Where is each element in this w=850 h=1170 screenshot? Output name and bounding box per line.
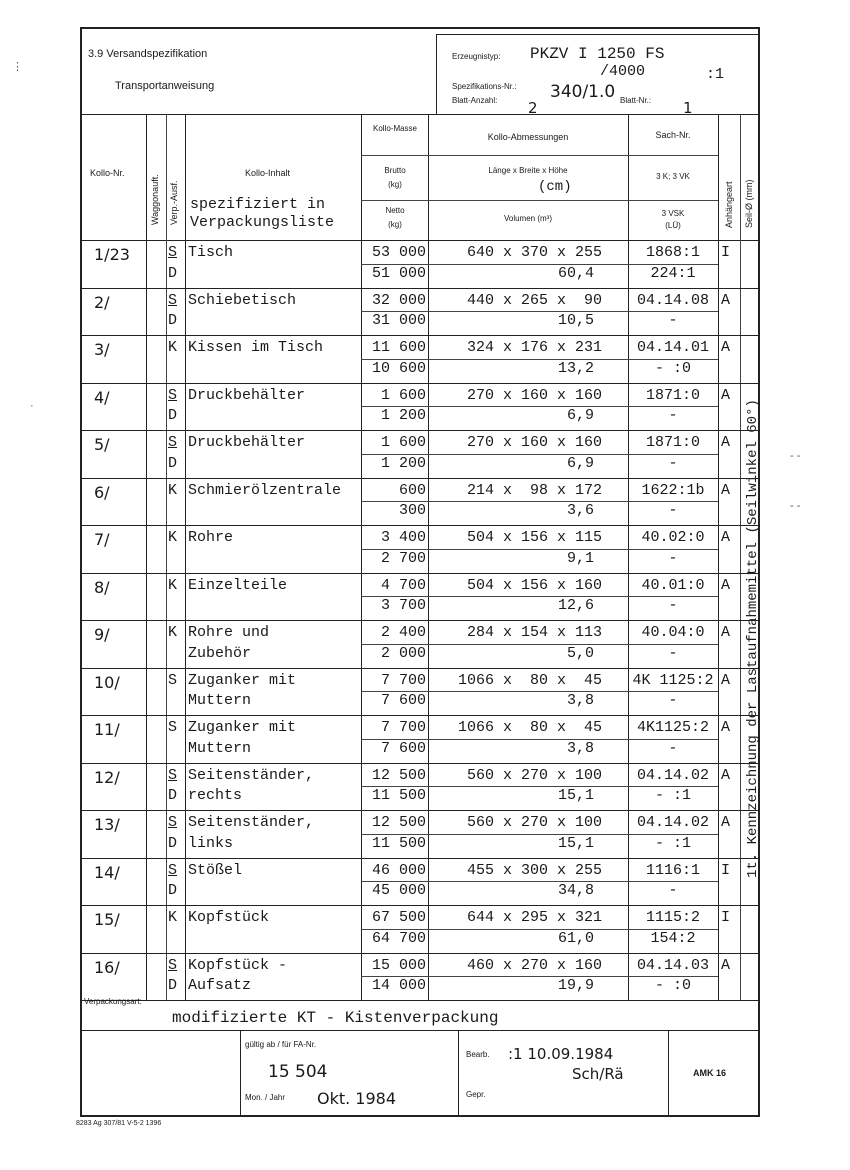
kollo-nr: 14/: [94, 862, 120, 882]
volumen: 34,8: [557, 882, 594, 900]
brutto: 12 500: [371, 814, 426, 831]
col-sach-3k: 3 K; 3 VK: [656, 172, 690, 181]
sach-nr: 40.02:0: [641, 529, 705, 546]
spec-label: Spezifikations-Nr.:: [452, 82, 517, 91]
verp-ausf: S: [168, 291, 178, 309]
col-line-8: [740, 114, 741, 1000]
kollo-inhalt: Schmierölzentrale: [188, 481, 342, 499]
lbh: 284 x 154 x 113: [466, 624, 602, 641]
verp-ausf: S: [168, 386, 178, 404]
lbh: 640 x 370 x 255: [466, 244, 602, 261]
header-sub-line-1: [361, 155, 718, 156]
row-line: [80, 383, 760, 384]
kollo-nr: 4/: [94, 387, 110, 407]
lbh: 270 x 160 x 160: [466, 434, 602, 451]
inhalt-note-2: Verpackungsliste: [190, 214, 335, 231]
sach-nr: 04.14.01: [636, 339, 709, 356]
kollo-inhalt-2: rechts: [188, 787, 243, 805]
row-line: [80, 478, 760, 479]
sach-nr: 1868:1: [645, 244, 700, 261]
subtitle: Transportanweisung: [115, 80, 215, 92]
sach-nr-2: 224:1: [650, 264, 696, 282]
kollo-inhalt-2: Muttern: [188, 739, 252, 757]
bearb-label: Bearb.: [466, 1050, 490, 1059]
footer-top-line: [80, 1000, 760, 1001]
col-kollo-inhalt: Kollo-Inhalt: [245, 168, 291, 178]
sach-nr: 04.14.08: [636, 291, 709, 309]
verp-ausf: D: [168, 787, 178, 805]
kollo-inhalt: Druckbehälter: [188, 386, 306, 404]
inhalt-note-1: spezifiziert in: [190, 196, 326, 213]
scan-artifact: - -: [790, 450, 801, 462]
kollo-inhalt: Rohre: [188, 529, 234, 546]
sach-nr: 4K1125:2: [636, 719, 709, 736]
lbh: 504 x 156 x 160: [466, 576, 602, 594]
kollo-inhalt: Schiebetisch: [188, 291, 297, 309]
sach-nr-2: - :1: [654, 834, 691, 852]
volumen: 61,0: [557, 929, 594, 947]
row-line: [80, 858, 760, 859]
sheet-value: 1: [683, 99, 693, 117]
verp-ausf: S: [168, 671, 178, 689]
brutto: 12 500: [371, 766, 426, 784]
scan-artifact: ·: [30, 400, 34, 412]
sach-nr-2: -: [668, 692, 678, 710]
row-line: [80, 810, 760, 811]
brutto: 11 600: [371, 339, 426, 356]
kollo-nr: 8/: [94, 577, 110, 597]
verpackungsart-value: modifizierte KT - Kistenverpackung: [172, 1009, 499, 1027]
sach-nr-2: -: [668, 549, 678, 567]
row-line: [80, 715, 760, 716]
col-line-7: [718, 114, 719, 1000]
netto: 7 600: [380, 739, 426, 757]
kollo-nr: 11/: [94, 720, 120, 739]
verp-ausf: D: [168, 834, 178, 852]
anhaengeart: I: [721, 244, 731, 261]
sach-nr: 04.14.02: [636, 766, 709, 784]
kollo-inhalt: Kopfstück: [188, 909, 270, 926]
kollo-nr: 9/: [94, 625, 110, 644]
anhaengeart: A: [721, 529, 731, 546]
header-sub-line-4: [428, 200, 628, 201]
verp-ausf: K: [168, 624, 178, 641]
col-volumen: Volumen (m³): [503, 214, 552, 223]
row-line: [80, 620, 760, 621]
volumen: 15,1: [557, 834, 594, 852]
sach-nr-2: -: [668, 454, 678, 472]
verp-ausf: D: [168, 977, 178, 995]
kollo-inhalt: Tisch: [188, 244, 234, 261]
col-lbh: Länge x Breite x Höhe: [488, 166, 568, 175]
footer-mid-line: [80, 1030, 760, 1031]
kollo-inhalt: Kopfstück -: [188, 956, 288, 974]
brutto: 3 400: [380, 529, 426, 546]
header-sub-line-2: [361, 200, 428, 201]
anhaengeart: A: [721, 814, 731, 831]
verp-ausf: S: [168, 766, 178, 784]
anhaengeart: A: [721, 386, 731, 404]
kollo-nr: 13/: [94, 815, 120, 834]
netto: 14 000: [371, 977, 426, 995]
col-kollo-nr: Kollo-Nr.: [90, 168, 125, 178]
anhaengeart: I: [721, 861, 731, 879]
section-title: 3.9 Versandspezifikation: [88, 48, 208, 60]
form-code: AMK 16: [693, 1068, 727, 1078]
col-sach-nr: Sach-Nr.: [655, 130, 691, 140]
verp-ausf: S: [168, 434, 178, 451]
sach-nr: 4K 1125:2: [632, 671, 714, 689]
lbh: 1066 x 80 x 45: [457, 671, 602, 689]
sheet-label: Blatt-Nr.:: [620, 96, 652, 105]
verp-ausf: S: [168, 861, 178, 879]
kollo-inhalt: Druckbehälter: [188, 434, 306, 451]
volumen: 6,9: [566, 454, 594, 472]
col-line-3: [185, 114, 186, 1000]
sach-nr: 1871:0: [645, 386, 700, 404]
kollo-nr: 15/: [94, 910, 120, 929]
kollo-inhalt: Seitenständer,: [188, 814, 315, 831]
verp-ausf: D: [168, 454, 178, 472]
netto: 11 500: [371, 834, 426, 852]
spec-value: 340/1.0: [550, 82, 616, 102]
sach-nr-2: - :0: [654, 359, 691, 377]
netto: 31 000: [371, 312, 426, 330]
side-note: 1t. Kennzeichnung der Lastaufnahmemittel (Seilwinkel 60°): [745, 399, 761, 878]
sach-nr-2: -: [668, 312, 678, 330]
row-line: [80, 905, 760, 906]
anhaengeart: A: [721, 434, 731, 451]
volumen: 60,4: [557, 264, 594, 282]
sach-nr-2: -: [668, 502, 678, 520]
sach-nr: 40.01:0: [641, 576, 705, 594]
netto: 45 000: [371, 882, 426, 900]
sach-nr-2: 154:2: [650, 929, 696, 947]
col-line-1: [146, 114, 147, 1000]
sach-nr-2: - :0: [654, 977, 691, 995]
verp-ausf: K: [168, 576, 178, 594]
volumen: 9,1: [566, 549, 594, 567]
volumen: 13,2: [557, 359, 594, 377]
netto: 11 500: [371, 787, 426, 805]
anhaengeart: A: [721, 719, 731, 736]
col-anhaengeart: Anhängeart: [724, 181, 734, 228]
verp-ausf: S: [168, 719, 178, 736]
scan-artifact: - -: [790, 500, 801, 512]
volumen: 3,6: [566, 502, 594, 520]
kollo-nr: 10/: [94, 672, 120, 692]
col-sach-3vsk: 3 VSK: [661, 209, 685, 218]
brutto: 32 000: [371, 291, 426, 309]
brutto: 600: [398, 481, 426, 499]
verp-ausf: D: [168, 407, 178, 425]
lbh: 1066 x 80 x 45: [457, 719, 602, 736]
netto: 7 600: [380, 692, 426, 710]
col-netto-unit: (kg): [388, 220, 402, 229]
netto: 51 000: [371, 264, 426, 282]
footer-col-3: [668, 1030, 669, 1116]
brutto: 7 700: [380, 671, 426, 689]
product-suffix: :1: [706, 66, 725, 83]
netto: 1 200: [380, 407, 426, 425]
lbh: 324 x 176 x 231: [466, 339, 602, 356]
sach-nr-2: -: [668, 882, 678, 900]
footer-col-2: [458, 1030, 459, 1116]
monjahr-value: Okt. 1984: [317, 1089, 397, 1108]
sach-nr: 40.04:0: [641, 624, 705, 641]
col-seil: Seil-Ø (mm): [744, 179, 754, 228]
verp-ausf: K: [168, 909, 178, 926]
volumen: 3,8: [566, 692, 594, 710]
lbh: 460 x 270 x 160: [466, 956, 602, 974]
netto: 64 700: [371, 929, 426, 947]
kollo-nr: 3/: [94, 340, 110, 359]
anhaengeart: A: [721, 671, 731, 689]
sach-nr-2: -: [668, 644, 678, 662]
header-bottom-line: [80, 240, 760, 241]
sach-nr: 1871:0: [645, 434, 700, 451]
table-top-line: [80, 114, 760, 115]
netto: 2 700: [380, 549, 426, 567]
row-line: [80, 430, 760, 431]
lbh: 644 x 295 x 321: [466, 909, 602, 926]
anhaengeart: A: [721, 291, 731, 309]
kollo-inhalt: Seitenständer,: [188, 766, 315, 784]
sach-nr-2: - :1: [654, 787, 691, 805]
kollo-nr: 2/: [94, 292, 110, 312]
brutto: 67 500: [371, 909, 426, 926]
volumen: 6,9: [566, 407, 594, 425]
col-brutto: Brutto: [384, 166, 406, 175]
col-brutto-unit: (kg): [388, 180, 402, 189]
bearb-sign: Sch/Rä: [572, 1065, 624, 1083]
verp-ausf: D: [168, 882, 178, 900]
kollo-inhalt-2: Muttern: [188, 692, 252, 710]
kollo-inhalt: Rohre und: [188, 624, 270, 641]
volumen: 5,0: [566, 644, 594, 662]
footer-col-1: [240, 1030, 241, 1116]
volumen: 15,1: [557, 787, 594, 805]
kollo-nr: 12/: [94, 767, 120, 787]
kollo-inhalt-2: links: [188, 834, 234, 852]
lbh: 504 x 156 x 115: [466, 529, 602, 546]
row-line: [80, 573, 760, 574]
kollo-nr: 5/: [94, 435, 110, 454]
anhaengeart: I: [721, 909, 731, 926]
sach-nr: 1115:2: [645, 909, 700, 926]
verp-ausf: K: [168, 529, 178, 546]
gepr-label: Gepr.: [466, 1090, 486, 1099]
anhaengeart: A: [721, 624, 731, 641]
kollo-inhalt: Zuganker mit: [188, 671, 297, 689]
lbh: 214 x 98 x 172: [466, 481, 602, 499]
sheets-label: Blatt-Anzahl:: [452, 96, 498, 105]
row-line: [80, 668, 760, 669]
verp-ausf: S: [168, 244, 178, 261]
col-waggonauft: Waggonauft.: [150, 174, 160, 225]
verp-ausf: S: [168, 814, 178, 831]
netto: 2 000: [380, 644, 426, 662]
verp-ausf: D: [168, 264, 178, 282]
col-lbh-unit: (cm): [538, 179, 572, 195]
sheets-value: 2: [528, 99, 538, 117]
col-abmessungen: Kollo-Abmessungen: [487, 132, 569, 142]
row-line: [80, 953, 760, 954]
col-line-2: [166, 114, 167, 1000]
brutto: 15 000: [371, 956, 426, 974]
kollo-inhalt: Kissen im Tisch: [188, 339, 324, 356]
bearb-value: :1 10.09.1984: [508, 1045, 614, 1063]
col-kollo-masse: Kollo-Masse: [372, 124, 417, 133]
anhaengeart: A: [721, 339, 731, 356]
sach-nr: 1116:1: [645, 861, 700, 879]
kollo-nr: 16/: [94, 957, 120, 977]
col-verp-ausf: Verp.-Ausf.: [169, 180, 179, 225]
kollo-nr: 7/: [94, 530, 110, 549]
volumen: 3,8: [566, 739, 594, 757]
brutto: 46 000: [371, 861, 426, 879]
kollo-inhalt: Einzelteile: [188, 576, 288, 594]
anhaengeart: A: [721, 766, 731, 784]
lbh: 560 x 270 x 100: [466, 814, 602, 831]
volumen: 19,9: [557, 977, 594, 995]
gueltig-label: gültig ab / für FA-Nr.: [245, 1040, 317, 1049]
header-sub-line-3: [628, 200, 718, 201]
product-value: PKZV I 1250 FS: [530, 45, 665, 63]
lbh: 270 x 160 x 160: [466, 386, 602, 404]
print-code: 8283 Ag 307/81 V-5-2 1396: [76, 1120, 162, 1127]
anhaengeart: A: [721, 956, 731, 974]
row-line: [80, 525, 760, 526]
monjahr-label: Mon. / Jahr: [245, 1093, 286, 1102]
kollo-inhalt-2: Aufsatz: [188, 977, 252, 995]
netto: 1 200: [380, 454, 426, 472]
netto: 300: [398, 502, 426, 520]
anhaengeart: A: [721, 481, 731, 499]
kollo-inhalt: Stößel: [188, 861, 243, 879]
verpackungsart-label: Verpackungsart:: [84, 997, 142, 1006]
volumen: 12,6: [557, 597, 594, 615]
brutto: 4 700: [380, 576, 426, 594]
lbh: 440 x 265 x 90: [466, 291, 602, 309]
sach-nr-2: -: [668, 597, 678, 615]
brutto: 1 600: [380, 434, 426, 451]
row-line: [80, 763, 760, 764]
verp-ausf: K: [168, 481, 178, 499]
verp-ausf: D: [168, 312, 178, 330]
sach-nr: 1622:1b: [641, 481, 705, 499]
volumen: 10,5: [557, 312, 594, 330]
kollo-nr: 1/23: [94, 245, 130, 264]
kollo-inhalt: Zuganker mit: [188, 719, 297, 736]
sach-nr-2: -: [668, 739, 678, 757]
col-netto: Netto: [385, 206, 405, 215]
scan-artifact: ⋮: [12, 61, 23, 73]
col-sach-lu: (LÜ): [665, 221, 681, 230]
brutto: 7 700: [380, 719, 426, 736]
sach-nr: 04.14.02: [636, 814, 709, 831]
netto: 3 700: [380, 597, 426, 615]
lbh: 560 x 270 x 100: [466, 766, 602, 784]
sach-nr-2: -: [668, 407, 678, 425]
sach-nr: 04.14.03: [636, 956, 709, 974]
gueltig-value: 15 504: [268, 1062, 328, 1082]
row-line: [80, 335, 760, 336]
brutto: 2 400: [380, 624, 426, 641]
row-line: [80, 288, 760, 289]
verp-ausf: S: [168, 956, 178, 974]
col-line-5: [428, 114, 429, 1000]
product-label: Erzeugnistyp:: [452, 52, 501, 61]
product-value-2: /4000: [600, 63, 646, 80]
anhaengeart: A: [721, 576, 731, 594]
verp-ausf: K: [168, 339, 178, 356]
brutto: 53 000: [371, 244, 426, 261]
kollo-inhalt-2: Zubehör: [188, 644, 252, 662]
kollo-nr: 6/: [94, 482, 110, 502]
lbh: 455 x 300 x 255: [466, 861, 602, 879]
netto: 10 600: [371, 359, 426, 377]
col-line-6: [628, 114, 629, 1000]
brutto: 1 600: [380, 386, 426, 404]
